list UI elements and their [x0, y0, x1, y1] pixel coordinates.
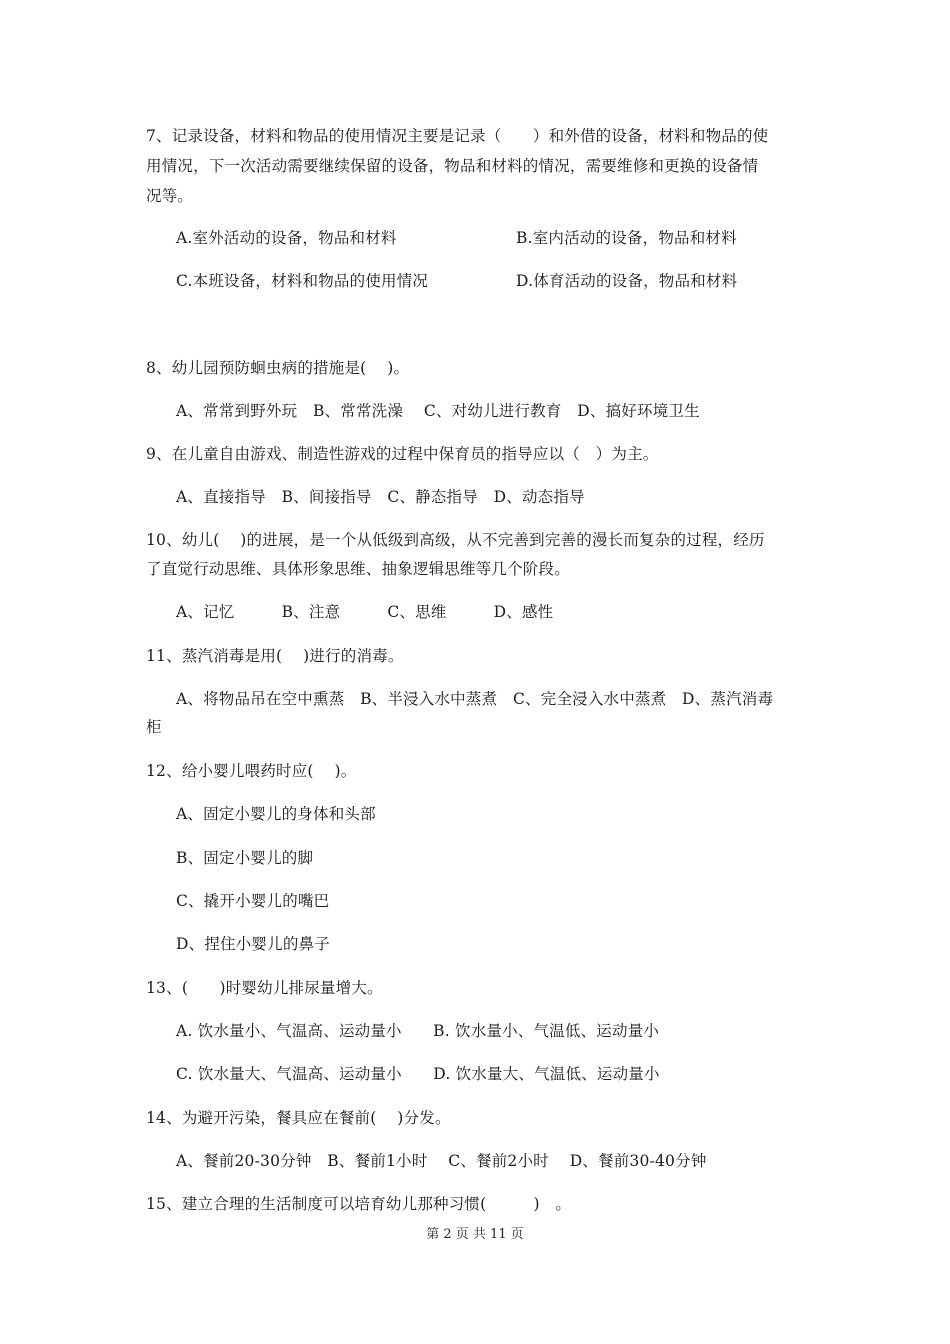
- q11-options-line-1: A、将物品吊在空中熏蒸 B、半浸入水中蒸煮 C、完全浸入水中蒸煮 D、蒸汽消毒: [176, 690, 774, 708]
- q11-options-line-2: 柜: [146, 718, 162, 736]
- q8-stem: 8、幼儿园预防蛔虫病的措施是( )。: [146, 359, 410, 377]
- q7-option-d: D.体育活动的设备，物品和材料: [516, 272, 738, 290]
- q9-stem: 9、在儿童自由游戏、制造性游戏的过程中保育员的指导应以（ ）为主。: [146, 445, 659, 463]
- q12-option-b: B、固定小婴儿的脚: [176, 849, 314, 867]
- q10-options: A、记忆 B、注意 C、思维 D、感性: [176, 603, 554, 621]
- q11-stem: 11、蒸汽消毒是用( )进行的消毒。: [146, 647, 404, 665]
- q7-option-a: A.室外活动的设备，物品和材料: [176, 229, 397, 247]
- q12-option-c: C、撬开小婴儿的嘴巴: [176, 892, 330, 910]
- q15-stem: 15、建立合理的生活制度可以培育幼儿那种习惯( ) 。: [146, 1195, 572, 1213]
- q10-stem-line-1: 10、幼儿( )的进展，是一个从低级到高级，从不完善到完善的漫长而复杂的过程，经历: [146, 531, 765, 549]
- q13-options-ab: A. 饮水量小、气温高、运动量小 B. 饮水量小、气温低、运动量小: [176, 1022, 660, 1040]
- q9-options: A、直接指导 B、间接指导 C、静态指导 D、动态指导: [176, 488, 585, 506]
- q12-option-d: D、捏住小婴儿的鼻子: [176, 935, 330, 953]
- q8-options: A、常常到野外玩 B、常常洗澡 C、对幼儿进行教育 D、搞好环境卫生: [176, 402, 700, 420]
- q7-stem-line-3: 况等。: [146, 187, 194, 205]
- q13-options-cd: C. 饮水量大、气温高、运动量小 D. 饮水量大、气温低、运动量小: [176, 1065, 660, 1083]
- q12-option-a: A、固定小婴儿的身体和头部: [176, 805, 376, 823]
- q7-stem-line-2: 用情况，下一次活动需要继续保留的设备，物品和材料的情况，需要维修和更换的设备情: [146, 157, 759, 175]
- q10-stem-line-2: 了直觉行动思维、具体形象思维、抽象逻辑思维等几个阶段。: [146, 560, 570, 578]
- page-footer: 第 2 页 共 11 页: [426, 1227, 524, 1242]
- q7-option-c: C.本班设备，材料和物品的使用情况: [176, 272, 429, 290]
- q13-stem: 13、( )时婴幼儿排尿量增大。: [146, 979, 383, 997]
- q14-stem: 14、为避开污染，餐具应在餐前( )分发。: [146, 1109, 451, 1127]
- q7-stem-line-1: 7、记录设备，材料和物品的使用情况主要是记录（ ）和外借的设备，材料和物品的使: [146, 127, 769, 145]
- q12-stem: 12、给小婴儿喂药时应( )。: [146, 762, 357, 780]
- q7-option-b: B.室内活动的设备，物品和材料: [516, 229, 737, 247]
- q14-options: A、餐前20-30分钟 B、餐前1小时 C、餐前2小时 D、餐前30-40分钟: [176, 1152, 707, 1170]
